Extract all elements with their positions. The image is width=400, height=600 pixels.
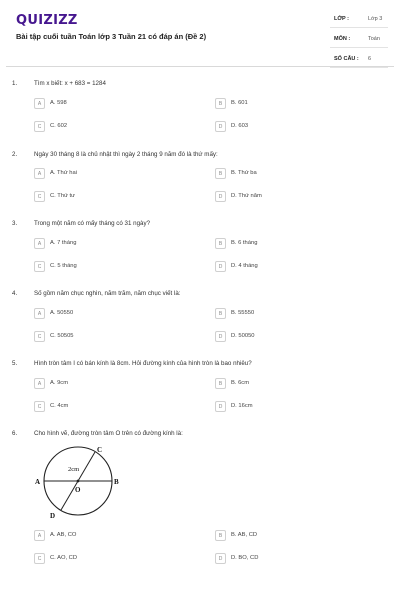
question-5-text: Hình tròn tâm I có bán kính là 8cm. Hỏi đường kính của hình tròn là bao nhiêu? xyxy=(34,360,252,367)
option-badge: A xyxy=(34,378,45,389)
option-badge: C xyxy=(34,331,45,342)
option-text: D. 16cm xyxy=(231,403,253,409)
option-badge: A xyxy=(34,530,45,541)
option-text: D. 50050 xyxy=(231,333,255,339)
option-text: A. 7 tháng xyxy=(50,240,77,246)
question-3-number: 3. xyxy=(12,220,18,227)
question-2-number: 2. xyxy=(12,151,18,158)
meta-class-value: Lớp 3 xyxy=(368,16,383,22)
option-text: C. 50505 xyxy=(50,333,74,339)
option-text: B. AB, CD xyxy=(231,532,258,538)
question-3-text: Trong một năm có mấy tháng có 31 ngày? xyxy=(34,220,151,227)
option-text: A. 9cm xyxy=(50,380,69,386)
option-text: A. AB, CO xyxy=(50,532,77,538)
option-badge: A xyxy=(34,238,45,249)
option-text: C. 5 tháng xyxy=(50,263,77,269)
page-title: Bài tập cuối tuần Toán lớp 3 Tuần 21 có đáp án (Đề 2) xyxy=(16,32,207,41)
label-b: B xyxy=(114,478,119,486)
circle-diagram xyxy=(30,442,126,522)
center-point xyxy=(77,480,80,483)
option-badge: B xyxy=(215,168,226,179)
question-5-number: 5. xyxy=(12,360,18,367)
option-badge: C xyxy=(34,553,45,564)
option-text: D. Thứ năm xyxy=(231,193,262,199)
question-6-number: 6. xyxy=(12,430,18,437)
header-divider xyxy=(6,66,394,67)
option-badge: D xyxy=(215,331,226,342)
question-2-text: Ngày 30 tháng 8 là chủ nhật thì ngày 2 tháng 9 năm đó là thứ mấy: xyxy=(34,151,218,158)
option-badge: C xyxy=(34,191,45,202)
option-badge: C xyxy=(34,401,45,412)
meta-box xyxy=(330,14,388,74)
meta-count-label: SỐ CÂU : xyxy=(334,56,359,62)
meta-subject-value: Toán xyxy=(368,36,380,42)
option-badge: B xyxy=(215,98,226,109)
option-text: A. Thứ hai xyxy=(50,170,77,176)
label-d: D xyxy=(50,512,56,520)
option-text: A. 598 xyxy=(50,100,67,106)
question-6-text: Cho hình vẽ, đường tròn tâm O trên có đường kính là: xyxy=(34,430,183,437)
option-text: B. 601 xyxy=(231,100,248,106)
question-4-text: Số gồm năm chục nghìn, năm trăm, năm chục viết là: xyxy=(34,290,181,297)
question-4-number: 4. xyxy=(12,290,18,297)
option-badge: D xyxy=(215,191,226,202)
option-text: D. 4 tháng xyxy=(231,263,258,269)
meta-class-row xyxy=(330,14,388,28)
option-badge: C xyxy=(34,121,45,132)
quizizz-logo: QUIZIZZ xyxy=(16,13,78,28)
label-o: O xyxy=(75,486,81,494)
option-badge: D xyxy=(215,121,226,132)
option-text: C. 602 xyxy=(50,123,68,129)
question-1-number: 1. xyxy=(12,80,18,87)
meta-subject-row xyxy=(330,34,388,48)
option-badge: B xyxy=(215,238,226,249)
option-text: B. 6cm xyxy=(231,380,250,386)
option-text: C. AO, CD xyxy=(50,555,78,561)
option-badge: C xyxy=(34,261,45,272)
label-a: A xyxy=(35,478,41,486)
meta-subject-label: MÔN : xyxy=(334,36,351,42)
meta-class-label: LỚP : xyxy=(334,16,349,22)
option-badge: A xyxy=(34,308,45,319)
label-length: 2cm xyxy=(68,466,80,473)
option-text: B. 6 tháng xyxy=(231,240,258,246)
meta-count-value: 6 xyxy=(368,56,372,62)
option-text: D. 603 xyxy=(231,123,249,129)
option-badge: D xyxy=(215,401,226,412)
option-text: C. Thứ tư xyxy=(50,193,76,199)
option-badge: D xyxy=(215,261,226,272)
option-badge: A xyxy=(34,98,45,109)
option-badge: D xyxy=(215,553,226,564)
option-badge: B xyxy=(215,378,226,389)
label-c: C xyxy=(97,446,103,454)
option-text: B. Thứ ba xyxy=(231,170,257,176)
option-text: A. 50550 xyxy=(50,310,74,316)
option-text: B. 55550 xyxy=(231,310,255,316)
option-badge: B xyxy=(215,308,226,319)
option-badge: A xyxy=(34,168,45,179)
option-text: D. BO, CD xyxy=(231,555,259,561)
option-badge: B xyxy=(215,530,226,541)
option-text: C. 4cm xyxy=(50,403,69,409)
question-1-text: Tìm x biết: x + 683 = 1284 xyxy=(34,80,106,87)
